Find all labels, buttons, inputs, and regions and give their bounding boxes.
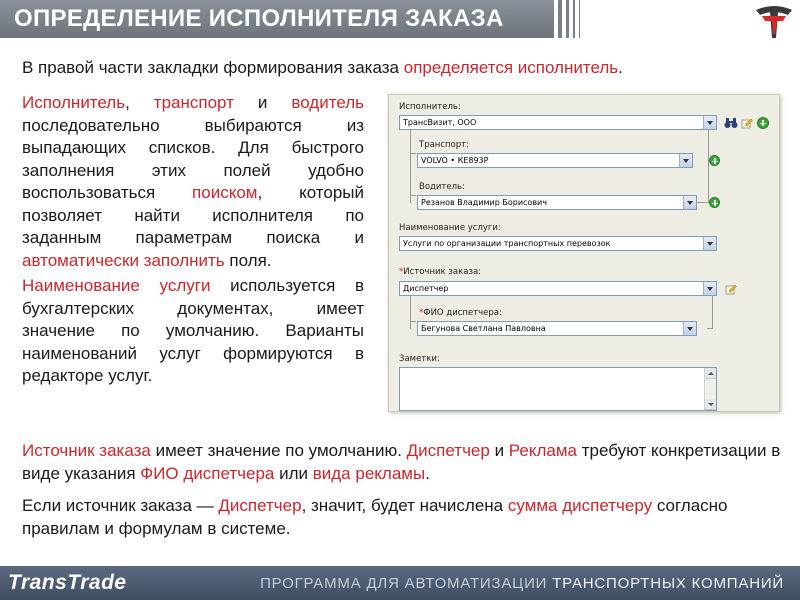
text: согласно правилам и формулам в системе. bbox=[22, 496, 728, 538]
notes-scrollbar[interactable] bbox=[704, 368, 716, 410]
accent-text: Диспетчер bbox=[406, 441, 490, 460]
dropdown-arrow-icon[interactable] bbox=[703, 282, 716, 295]
header-stripe bbox=[579, 0, 580, 38]
dropdown-arrow-icon[interactable] bbox=[683, 322, 696, 335]
header-stripe bbox=[558, 0, 562, 38]
text: . bbox=[425, 463, 430, 483]
service-label: Наименование услуги: bbox=[399, 223, 501, 233]
accent-text: поиском bbox=[192, 183, 258, 202]
tree-connector bbox=[410, 295, 416, 329]
accent-text: транспорт bbox=[153, 93, 234, 112]
tree-connector bbox=[410, 129, 416, 203]
slide-header bbox=[0, 0, 800, 42]
text: , значит, будет начислена bbox=[301, 496, 508, 515]
tree-connector bbox=[410, 153, 416, 154]
accent-text: Наименование услуги bbox=[22, 276, 211, 295]
service-value: Услуги по организации транспортных перевозок bbox=[403, 239, 611, 248]
scroll-up-icon[interactable] bbox=[705, 368, 716, 379]
header-stripe bbox=[573, 0, 575, 38]
title-bar bbox=[0, 0, 554, 38]
header-stripe bbox=[566, 0, 569, 38]
edit-icon[interactable] bbox=[725, 283, 737, 295]
footer-tagline-emphasis: ТРАНСПОРТНЫХ КОМПАНИЙ bbox=[552, 575, 784, 592]
executor-select[interactable] bbox=[399, 115, 717, 130]
source-value: Диспетчер bbox=[403, 284, 449, 293]
scroll-down-icon[interactable] bbox=[705, 399, 716, 410]
accent-text: вида рекламы bbox=[312, 463, 426, 483]
tree-connector bbox=[697, 129, 709, 163]
accent-text: водитель bbox=[291, 93, 364, 112]
source-label-text: Источник заказа: bbox=[403, 267, 482, 277]
accent-text: Диспетчер bbox=[218, 496, 302, 515]
transport-value: VOLVO • КЕ893Р bbox=[421, 156, 489, 165]
driver-value: Резанов Владимир Борисович bbox=[421, 198, 547, 207]
intro-text-part: В правой части закладки формирования заказа bbox=[22, 58, 404, 77]
paragraph-dispatcher-fee bbox=[22, 495, 782, 540]
order-executor-form bbox=[388, 94, 780, 412]
text: последовательно выбираются из выпадающих списков. Для быстрого заполнения этих полей удобно воспользоваться bbox=[22, 115, 364, 202]
text: поля. bbox=[224, 250, 272, 270]
text: , bbox=[125, 93, 154, 112]
accent-text: Реклама bbox=[508, 441, 577, 460]
accent-text: Исполнитель bbox=[22, 93, 126, 112]
dispatcher-select[interactable] bbox=[417, 321, 697, 336]
footer-tagline-part: ПРОГРАММА ДЛЯ АВТОМАТИЗАЦИИ bbox=[260, 575, 553, 592]
required-mark: * bbox=[399, 267, 404, 277]
tree-connector bbox=[410, 321, 416, 322]
add-icon[interactable] bbox=[709, 197, 720, 208]
intro-text-part: . bbox=[618, 58, 623, 77]
slide-footer bbox=[0, 566, 800, 600]
driver-select[interactable] bbox=[417, 195, 697, 210]
accent-text: автоматически заполнить bbox=[22, 250, 225, 270]
paragraph-order-source bbox=[22, 440, 782, 485]
text: и bbox=[233, 93, 292, 112]
transport-label: Транспорт: bbox=[419, 140, 469, 150]
paragraph-service bbox=[22, 275, 364, 388]
dispatcher-value: Бегунова Светлана Павловна bbox=[421, 324, 546, 333]
notes-textarea[interactable] bbox=[399, 367, 717, 411]
dropdown-arrow-icon[interactable] bbox=[679, 154, 692, 167]
intro-text bbox=[22, 57, 782, 80]
text: или bbox=[274, 463, 313, 483]
add-icon[interactable] bbox=[757, 117, 769, 129]
edit-icon[interactable] bbox=[741, 117, 753, 129]
description-left bbox=[22, 92, 364, 391]
executor-label: Исполнитель: bbox=[399, 102, 461, 112]
driver-label: Водитель: bbox=[419, 182, 465, 192]
accent-text: сумма диспетчеру bbox=[507, 496, 653, 515]
source-select[interactable] bbox=[399, 281, 717, 296]
logo-icon bbox=[752, 2, 796, 42]
text: и bbox=[489, 441, 509, 460]
accent-text: ФИО диспетчера bbox=[140, 463, 275, 483]
text: используется в бухгалтерских документах, имеет значение по умолчанию. Варианты наименований услуг формируются в редакторе услуг. bbox=[22, 276, 364, 385]
page-title: ОПРЕДЕЛЕНИЕ ИСПОЛНИТЕЛЯ ЗАКАЗА bbox=[14, 5, 504, 32]
dispatcher-label-text: ФИО диспетчера: bbox=[423, 308, 502, 318]
tree-connector bbox=[697, 163, 709, 203]
text: Если источник заказа — bbox=[22, 496, 219, 515]
text: требуют конкретизации в виде указания bbox=[22, 441, 781, 483]
transport-select[interactable] bbox=[417, 153, 693, 168]
footer-tagline bbox=[260, 575, 784, 592]
dispatcher-label bbox=[419, 308, 502, 318]
executor-value: ТрансВизит, ООО bbox=[403, 118, 477, 127]
dropdown-arrow-icon[interactable] bbox=[683, 196, 696, 209]
add-icon[interactable] bbox=[709, 155, 720, 166]
paragraph-executor bbox=[22, 92, 364, 272]
service-select[interactable] bbox=[399, 236, 717, 251]
intro-accent: определяется исполнитель bbox=[403, 58, 619, 77]
notes-label: Заметки: bbox=[399, 354, 440, 364]
text: имеет значение по умолчанию. bbox=[150, 441, 407, 460]
tree-connector bbox=[707, 295, 713, 329]
dropdown-arrow-icon[interactable] bbox=[703, 116, 716, 129]
source-label bbox=[399, 267, 481, 277]
dropdown-arrow-icon[interactable] bbox=[703, 237, 716, 250]
tree-connector bbox=[410, 195, 416, 196]
required-mark: * bbox=[419, 308, 424, 318]
accent-text: Источник заказа bbox=[22, 441, 151, 460]
footer-logo: TransTrade bbox=[8, 571, 127, 594]
text: , который позволяет найти исполнителя по заданным параметрам поиска и bbox=[22, 183, 364, 247]
binoculars-icon[interactable] bbox=[724, 117, 738, 129]
